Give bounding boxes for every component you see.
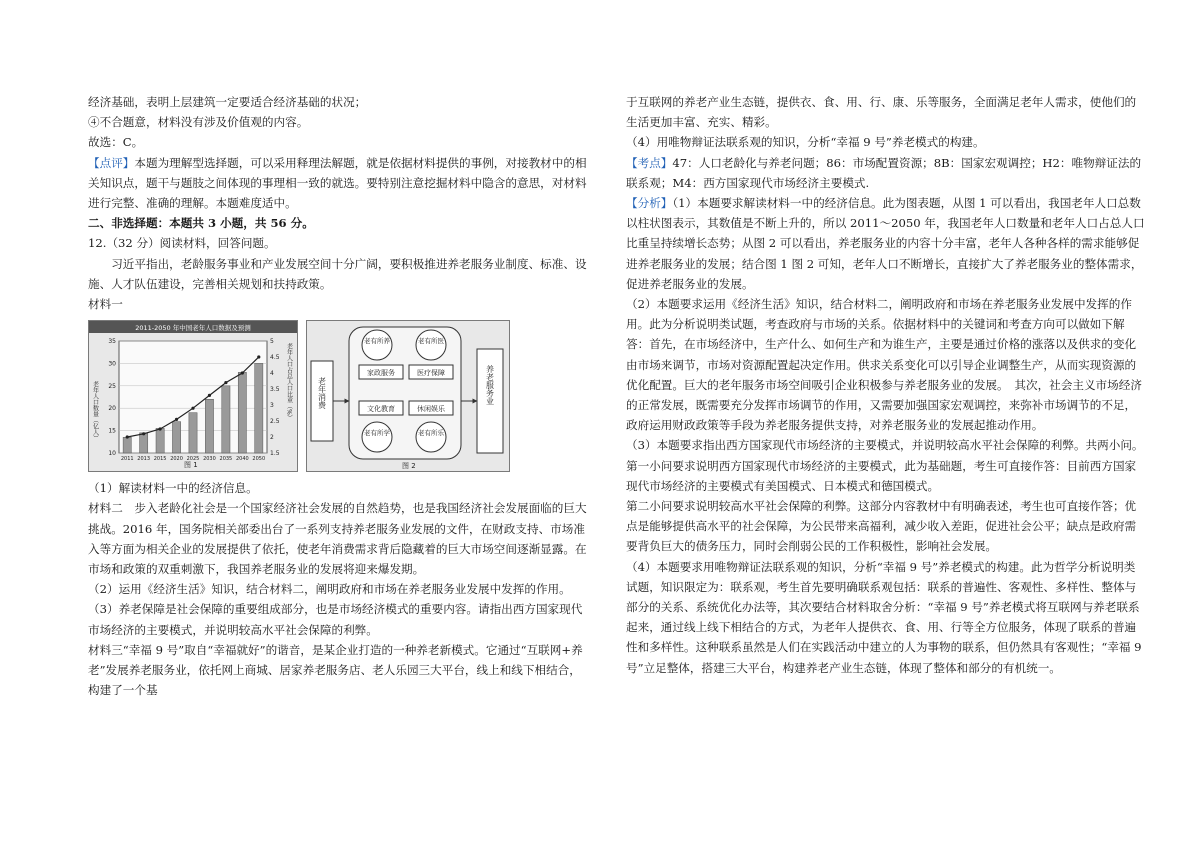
y-tick-label: 35 xyxy=(108,338,116,346)
figure-1 xyxy=(88,320,298,472)
section-heading: 二、非选择题：本题共 3 小题，共 56 分。 xyxy=(88,216,314,231)
ratio-point xyxy=(126,436,129,439)
y2-tick-label: 3 xyxy=(270,402,274,410)
y2-tick-label: 2.5 xyxy=(270,418,280,426)
analysis-text: （1）本题要求解读材料一中的经济信息。此为图表题，从图 1 可以看出，我国老年人口总数以柱状图表示，其数值是不断上升的，所以 2011～2050 年，我国老年人口数量和老年人口占总人口比重呈持续增长态势；从图 2 可以看出，养老服务业的内容十分丰富，老年人各种各样的需求能够促进养老服务业的发展；结合图 1 图 2 可知，老年人口不断增长，直接扩大了养老服务业的整体需求，促进养老服务业的发展。 xyxy=(626,196,1145,291)
ratio-point xyxy=(208,394,211,397)
ratio-point xyxy=(257,356,260,359)
box-culture-label: 文化教育 xyxy=(367,405,395,414)
figures-row xyxy=(88,320,590,472)
elder-service-label: 养老服务业 xyxy=(485,365,495,406)
comment-text: 本题为理解型选择题，可以采用释理法解题，就是依据材料提供的事例，对接教材中的相关知识点，题干与题肢之间体现的事理相一致的就选。要特别注意挖掘材料中隐含的意思，对材料进行完整、准确的理解。本题难度适中。 xyxy=(88,155,587,211)
ratio-point xyxy=(241,372,244,375)
answer-3: （3）本题要求指出西方国家现代市场经济的主要模式，并说明较高水平社会保障的利弊。共两小问。 xyxy=(626,438,1144,453)
y2-tick-label: 1.5 xyxy=(270,450,280,458)
y-tick-label: 20 xyxy=(108,405,116,413)
bar xyxy=(172,422,180,453)
right-axis-label: 老年人口占总人口比重（%） xyxy=(285,343,293,421)
x-tick-label: 2013 xyxy=(137,456,151,463)
bar xyxy=(255,364,263,454)
y-tick-label: 25 xyxy=(108,383,116,391)
ratio-point xyxy=(175,418,178,421)
x-tick-label: 2020 xyxy=(170,456,183,463)
x-tick-label: 2025 xyxy=(186,456,200,463)
question-intro: 习近平指出，老龄服务事业和产业发展空间十分广阔，要积极推进养老服务业制度、标准、设施、人才队伍建设，完善相关规划和扶持政策。 xyxy=(88,256,587,291)
material-3-continued: 于互联网的养老产业生态链，提供衣、食、用、行、康、乐等服务，全面满足老年人需求，使他们的生活更加丰富、充实、精彩。 xyxy=(626,95,1137,130)
x-tick-label: 2040 xyxy=(235,456,249,463)
knowledge-points xyxy=(626,153,1146,193)
circle-learning xyxy=(362,422,392,452)
population-chart xyxy=(89,321,297,471)
x-tick-label: 2015 xyxy=(153,456,167,463)
text-paragraph: ④不合题意，材料没有涉及价值观的内容。 xyxy=(88,115,309,130)
comment-paragraph xyxy=(88,153,590,214)
bar xyxy=(140,433,148,453)
figure-2 xyxy=(306,320,510,472)
analysis-paragraph xyxy=(626,193,1146,294)
bar xyxy=(189,413,197,453)
y2-tick-label: 4.5 xyxy=(270,354,280,362)
ratio-point xyxy=(142,432,145,435)
circle-joy xyxy=(416,422,446,452)
circle-care-label: 老有所养 xyxy=(364,337,390,346)
question-2: （2）运用《经济生活》知识，结合材料二，阐明政府和市场在养老服务业发展中发挥的作用。 xyxy=(88,582,571,597)
elder-consumption-label: 老年消费 xyxy=(317,377,327,410)
box-medical-label: 医疗保障 xyxy=(417,369,445,378)
left-axis-label: 老年人口数量（亿人） xyxy=(91,381,99,442)
question-3: （3）养老保障是社会保障的重要组成部分，也是市场经济模式的重要内容。请指出西方国家现代市场经济的主要模式，并说明较高水平社会保障的利弊。 xyxy=(88,602,583,637)
answer-2: （2）本题要求运用《经济生活》知识，结合材料二，阐明政府和市场在养老服务业发展中发挥的作用。此为分析说明类试题，考查政府与市场的关系。依据材料中的关键词和考查方向可以做如下解答：首先，在市场经济中，生产什么、如何生产和为谁生产，主要是通过价格的涨落以及供求的变化由市场来调节，市场对资源配置起决定作用。供求关系变化可以引导企业调整生产，从而实现资源的优化配置。巨大的老年服务市场空间吸引企业积极参与养老服务业的发展。 其次，社会主义市场经济的正常发展，既需要充分发挥市场调节的作用，又需要加强国家宏观调控，来弥补市场调节的不足，政府运用财政政策等手段为养老服务提供支持，对养老服务业的发展起推动作用。 xyxy=(626,297,1142,433)
material-2: 材料二 步入老龄化社会是一个国家经济社会发展的自然趋势，也是我国经济社会发展面临的巨大挑战。2016 年，国务院相关部委出台了一系列支持养老服务业发展的文件，在财政支持、市场准入等方面为相关企业的发展提供了依托，使老年消费需求背后隐藏着的巨大市场空间逐渐显露。在市场和政策的双重刺激下，我国养老服务业的发展将迎来爆发期。 xyxy=(88,501,587,577)
question-heading: 12.（32 分）阅读材料，回答问题。 xyxy=(88,236,276,251)
analysis-label: 【分析】 xyxy=(626,196,673,211)
question-4: （4）用唯物辩证法联系观的知识，分析“幸福 9 号”养老模式的构建。 xyxy=(626,135,985,150)
x-tick-label: 2035 xyxy=(219,456,233,463)
answer-4: （4）本题要求用唯物辩证法联系观的知识，分析“幸福 9 号”养老模式的构建。此为哲学分析说明类试题，知识限定为：联系观，考生首先要明确联系观包括：联系的普遍性、客观性、多样性、整体与部分的关系、系统优化办法等，其次要结合材料取舍分析：“幸福 9 号”养老模式将互联网与养老联系起来，通过线上线下相结合的方式，为老年人提供衣、食、用、行等全方位服务，体现了联系的普遍性和多样性。这种联系虽然是人们在实践活动中建立的人为事物的联系，但仍然具有客观性；“幸福 9 号”立足整体，搭建三大平台，构建养老产业生态链，体现了整体和部分的有机统一。 xyxy=(626,559,1142,675)
y2-tick-label: 4 xyxy=(270,370,274,378)
box-housekeeping-label: 家政服务 xyxy=(367,369,395,378)
x-tick-label: 2030 xyxy=(203,456,216,463)
circle-learning-label: 老有所学 xyxy=(364,429,390,438)
answer-3-part-2: 第二小问要求说明较高水平社会保障的利弊。这部分内容教材中有明确表述，考生也可直接作答；优点是能够提供高水平的社会保障，为公民带来高福利，减少收入差距，促进社会公平；缺点是政府需要背负巨大的债务压力，同时会削弱公民的工作积极性，影响社会发展。 xyxy=(626,499,1137,554)
service-diagram xyxy=(307,321,509,471)
circle-medical xyxy=(416,330,446,360)
x-tick-label: 2011 xyxy=(120,456,134,463)
ratio-point xyxy=(159,428,162,431)
material-3: 材料三“幸福 9 号”取自“幸福就好”的谐音，是某企业打造的一种养老新模式。它通过“互联网+养老”发展养老服务业，依托网上商城、居家养老服务店、老人乐园三大平台，线上和线下相结合，构建了一个基 xyxy=(88,642,583,698)
ratio-point xyxy=(224,381,227,384)
text-paragraph: 经济基础，表明上层建筑一定要适合经济基础的状况； xyxy=(88,95,367,109)
y2-tick-label: 5 xyxy=(270,338,274,346)
bar xyxy=(205,399,213,453)
x-tick-label: 2050 xyxy=(252,456,266,463)
box-leisure-label: 休闲娱乐 xyxy=(417,405,445,414)
right-column xyxy=(626,92,1146,678)
knowledge-text: 47：人口老龄化与养老问题；86：市场配置资源；8B：国家宏观调控；H2：唯物辩证法的联系观；M4：西方国家现代市场经济主要模式. xyxy=(626,155,1142,190)
y-tick-label: 15 xyxy=(108,427,116,435)
y-tick-label: 30 xyxy=(108,360,116,368)
answer-choice: 故选：C。 xyxy=(88,135,144,150)
y2-tick-label: 2 xyxy=(270,434,274,442)
answer-3-part-1: 第一小问要求说明西方国家现代市场经济的主要模式，此为基础题，考生可直接作答：目前西方国家现代市场经济的主要模式有美国模式、日本模式和德国模式。 xyxy=(626,458,1137,493)
circle-joy-label: 老有所乐 xyxy=(418,429,444,438)
bar xyxy=(238,373,246,454)
circle-care xyxy=(362,330,392,360)
comment-label: 【点评】 xyxy=(88,155,135,170)
left-column xyxy=(88,92,590,700)
bar xyxy=(156,429,164,454)
ratio-point xyxy=(191,407,194,410)
chart-title: 2011-2050 年中国老年人口数据及预测 xyxy=(135,324,251,333)
y2-tick-label: 3.5 xyxy=(270,386,280,394)
figure-1-caption: 图 1 xyxy=(184,461,198,470)
knowledge-label: 【考点】 xyxy=(626,155,673,170)
bar xyxy=(222,386,230,453)
material-label: 材料一 xyxy=(88,297,123,312)
y-tick-label: 10 xyxy=(108,450,116,458)
question-1: （1）解读材料一中的经济信息。 xyxy=(88,481,258,496)
bar xyxy=(123,438,131,454)
circle-medical-label: 老有所医 xyxy=(418,337,444,346)
figure-2-caption: 图 2 xyxy=(402,462,416,471)
